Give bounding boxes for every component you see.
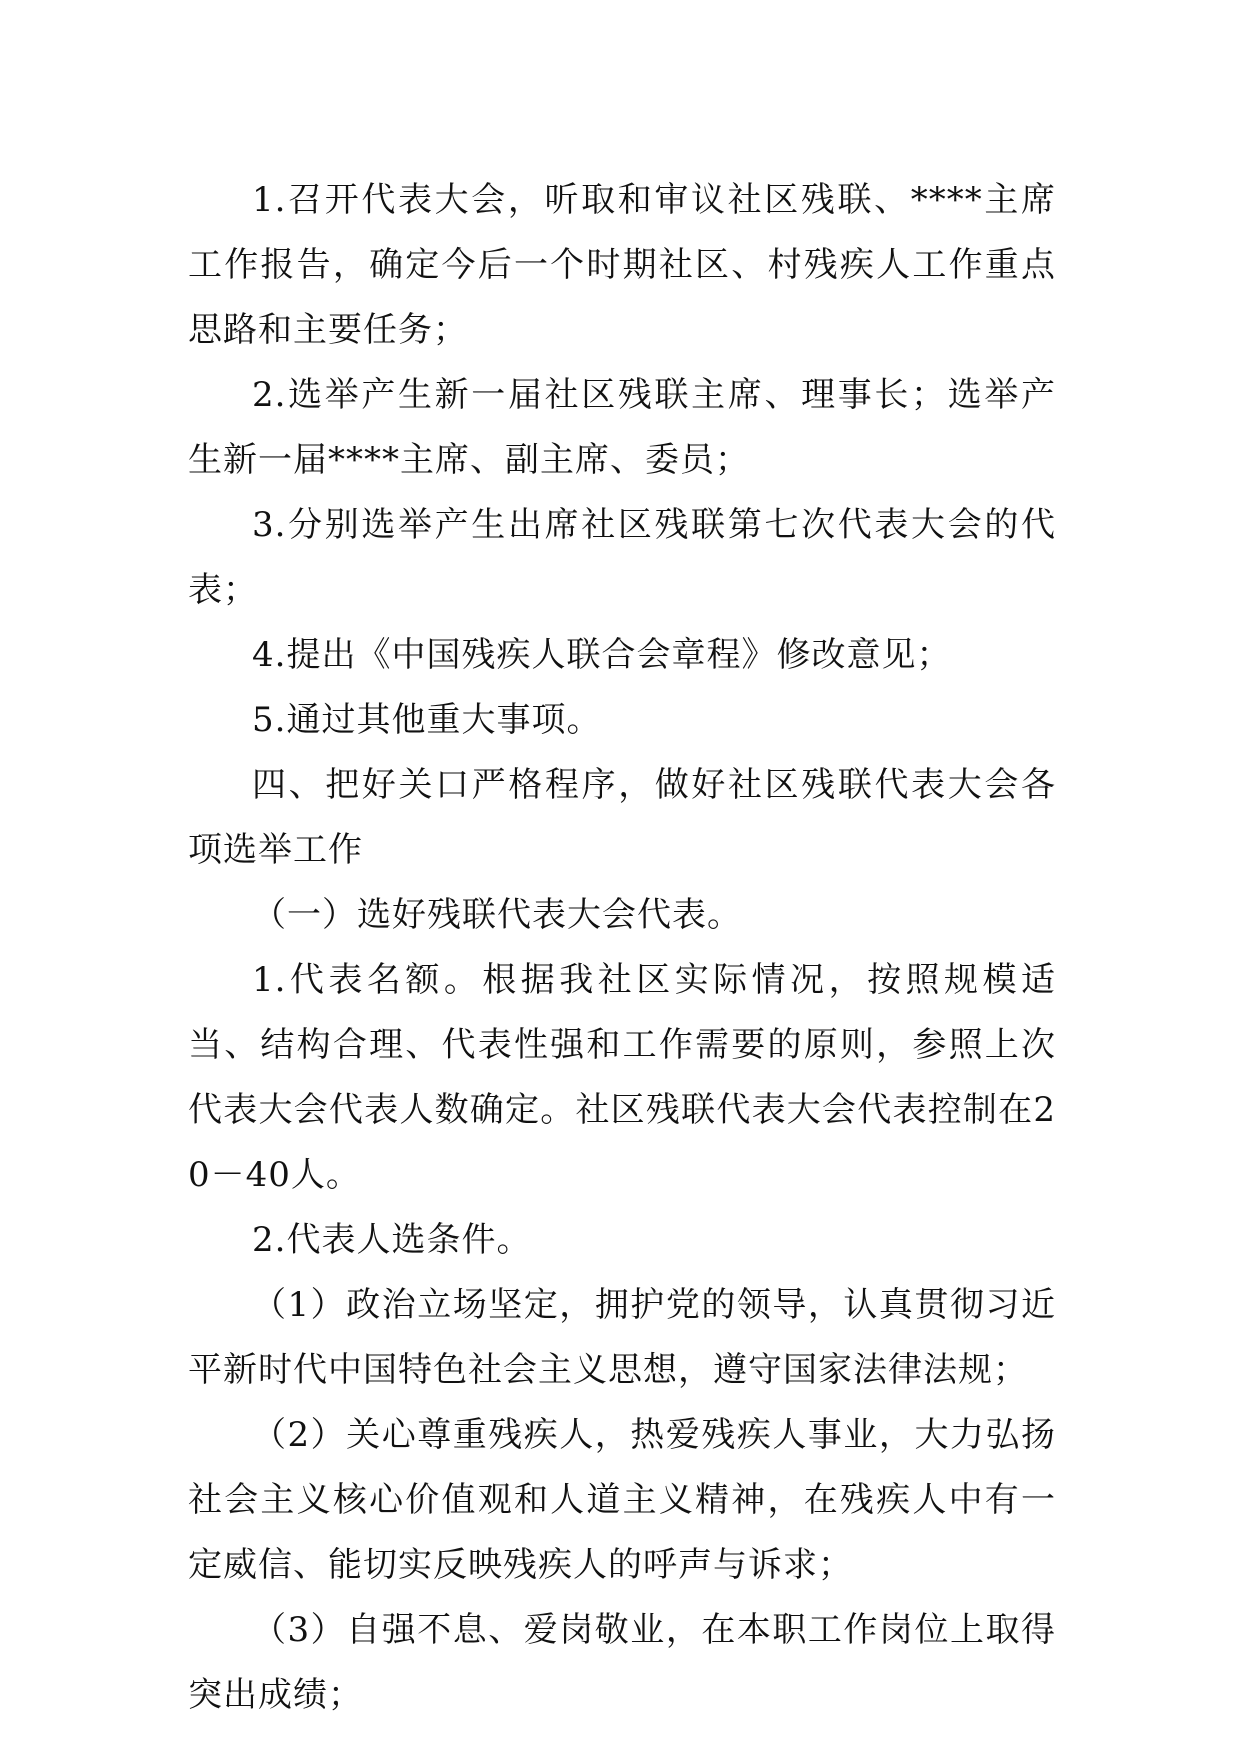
paragraph-item-1-meeting-report: 1.召开代表大会，听取和审议社区残联、****主席工作报告，确定今后一个时期社区、村残疾人工作重点思路和主要任务； xyxy=(188,180,1056,350)
condition-item-3: （3）自强不息、爱岗敬业，在本职工作岗位上取得突出成绩； xyxy=(188,1610,1056,1715)
condition-item-2: （2）关心尊重残疾人，热爱残疾人事业，大力弘扬社会主义核心价值观和人道主义精神，在残疾人中有一定威信、能切实反映残疾人的呼声与诉求； xyxy=(188,1415,1056,1585)
paragraph-item-4-charter-amendment: 4.提出《中国残疾人联合会章程》修改意见； xyxy=(252,635,952,675)
paragraph-item-5-other-matters: 5.通过其他重大事项。 xyxy=(252,700,602,740)
condition-item-1: （1）政治立场坚定，拥护党的领导，认真贯彻习近平新时代中国特色社会主义思想，遵守国家法律法规； xyxy=(188,1285,1056,1390)
document-body xyxy=(188,168,1056,1728)
paragraph-item-3-elect-delegates: 3.分别选举产生出席社区残联第七次代表大会的代表； xyxy=(188,505,1056,610)
paragraph-delegate-conditions: 2.代表人选条件。 xyxy=(252,1220,532,1260)
subsection-heading-1: （一）选好残联代表大会代表。 xyxy=(252,895,742,935)
paragraph-delegate-quota: 1.代表名额。根据我社区实际情况，按照规模适当、结构合理、代表性强和工作需要的原则，参照上次代表大会代表人数确定。社区残联代表大会代表控制在20－40人。 xyxy=(188,960,1056,1195)
paragraph-item-2-election-chair: 2.选举产生新一届社区残联主席、理事长；选举产生新一届****主席、副主席、委员； xyxy=(188,375,1056,480)
section-heading-4: 四、把好关口严格程序，做好社区残联代表大会各项选举工作 xyxy=(188,765,1056,870)
